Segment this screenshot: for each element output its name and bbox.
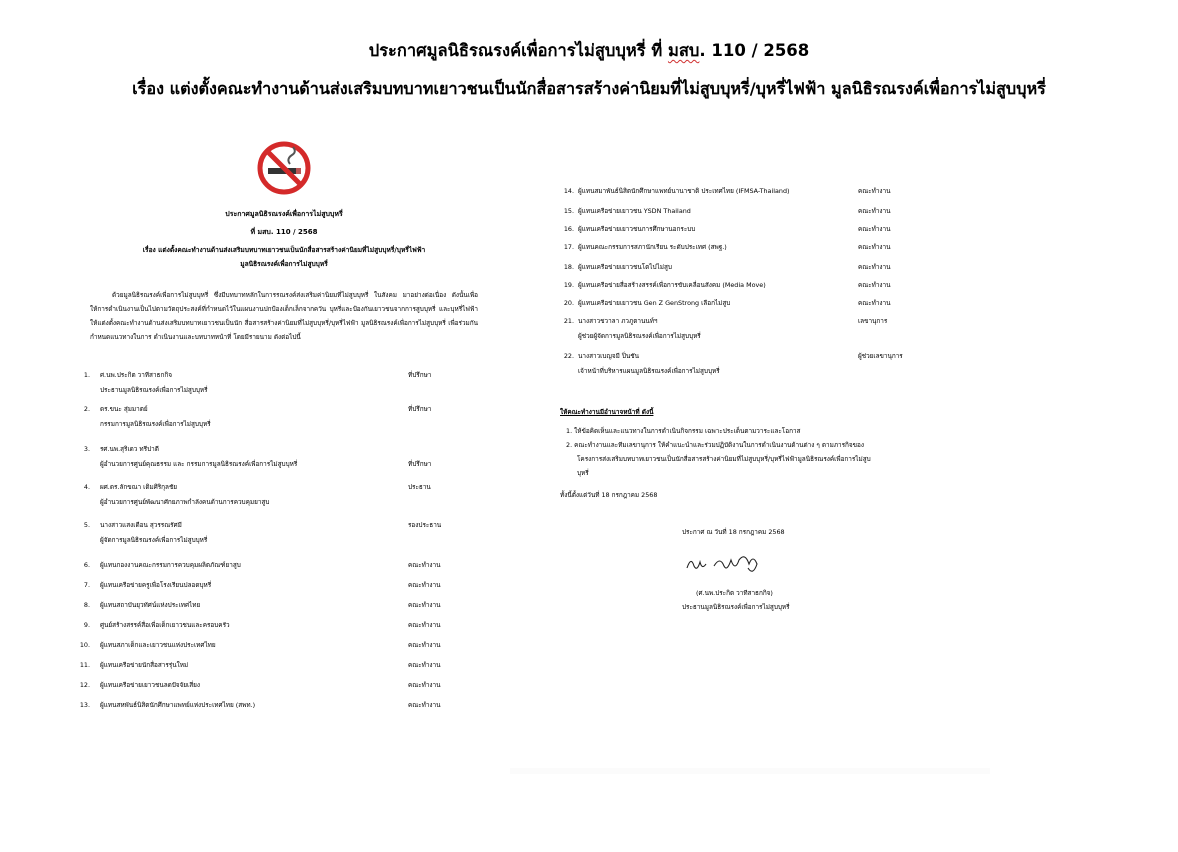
member-name: ผู้แทนสถาบันยุวทัศน์แห่งประเทศไทย — [100, 601, 201, 609]
member-name: ผู้แทนเครือข่ายสื่อสร้างสรรค์เพื่อการขับเคลื่อนสังคม (Media Move) — [578, 281, 766, 289]
doc-number: ที่ มสบ. 110 / 2568 — [250, 228, 318, 236]
doc-title: ประกาศมูลนิธิรณรงค์เพื่อการไม่สูบบุหรี่ — [225, 210, 343, 218]
member-number: 2. — [83, 405, 90, 413]
member-role: คณะทำงาน — [858, 225, 891, 233]
member-role: คณะทำงาน — [858, 281, 891, 289]
doc-paragraph: ด้วยมูลนิธิรณรงค์เพื่อการไม่สูบบุหรี่ ซึ่งมีบทบาทหลักในการรณรงค์ส่งเสริมค่านิยมที่ไม่สูบบุหรี่ ในสังคม มาอย่างต่อเนื่อง ดังนั้นเพื่อให้การดำเนินงานเป็นไปตามวัตถุประสงค์ที่กำหนดไว้ในแผนงานปกป้องเด็กเล็กจากควัน บุหรี่และป้องกันเยาวชนจากการสูบบุหรี่ และบุหรี่ไฟฟ้า ให้แต่งตั้งคณะทำงานด้านส่งเสริมบทบาทเยาวชนเป็นนัก สื่อสารสร้างค่านิยมที่ไม่สูบบุหรี่/บุหรี่ไฟฟ้า มูลนิธิรณรงค์เพื่อการไม่สูบบุหรี่ เพื่อร่วมกันกำหนดแนวทางในการ ดำเนินงานและบทบาทหน้าที่ โดยมีรายนาม ดังต่อไปนี้ — [90, 291, 478, 341]
duty-1: 1. ให้ข้อคิดเห็นและแนวทางในการดำเนินกิจกรรม เฉพาะประเด็นตามวาระและโอกาส — [566, 427, 801, 435]
signer-title: ประธานมูลนิธิรณรงค์เพื่อการไม่สูบบุหรี่ — [682, 603, 790, 611]
member-number: 17. — [563, 243, 574, 251]
member-number: 20. — [563, 299, 574, 307]
member-number: 21. — [563, 317, 574, 325]
member-name: รศ.นพ.สุริเดว ทรีปาตี — [100, 445, 159, 453]
member-role: คณะทำงาน — [858, 187, 891, 195]
member-name: ผู้แทนเครือข่ายนักสื่อสารรุ่นใหม่ — [100, 661, 189, 669]
announcement-subject: เรื่อง แต่งตั้งคณะทำงานด้านส่งเสริมบทบาทเยาวชนเป็นนักสื่อสารสร้างค่านิยมที่ไม่สูบบุหรี่/บุหรี่ไฟฟ้า มูลนิธิรณรงค์เพื่อการไม่สูบบุหรี่ — [132, 79, 1046, 98]
spellcheck-underlined-word: มสบ — [667, 41, 700, 60]
member-role: คณะทำงาน — [858, 243, 891, 251]
member-role: คณะทำงาน — [408, 681, 441, 689]
announcement-title: ประกาศมูลนิธิรณรงค์เพื่อการไม่สูบบุหรี่ ที่ มสบ. 110 / 2568 — [368, 41, 810, 60]
doc-subject-2: มูลนิธิรณรงค์เพื่อการไม่สูบบุหรี่ — [240, 260, 328, 268]
member-number: 1. — [83, 371, 90, 379]
member-name: ดร.ขนะ สุ่มมาตย์ — [100, 405, 148, 413]
member-role: คณะทำงาน — [408, 621, 441, 629]
member-name: ผู้แทนเครือข่ายเยาวชนการศึกษานอกระบบ — [578, 225, 696, 233]
member-name: ผู้แทนเครือข่ายเยาวชน YSDN Thailand — [578, 207, 691, 215]
member-name: ผู้แทนเครือข่ายเยาวชน Gen Z GenStrong เลือกไม่สูบ — [578, 299, 731, 307]
member-role: ที่ปรึกษา — [408, 371, 432, 379]
member-name: ผู้แทนสมาพันธ์นิสิตนักศึกษาแพทย์นานาชาติ ประเทศไทย (IFMSA-Thailand) — [578, 187, 790, 195]
member-number: 7. — [83, 581, 90, 589]
member-role: คณะทำงาน — [408, 641, 441, 649]
member-role: คณะทำงาน — [408, 561, 441, 569]
member-role: ผู้ช่วยเลขานุการ — [858, 352, 903, 360]
member-role: คณะทำงาน — [408, 581, 441, 589]
member-role: คณะทำงาน — [408, 661, 441, 669]
member-name: ผศ.ดร.ลักขณา เติมศิริกุลชัย — [100, 483, 178, 491]
member-number: 22. — [563, 352, 574, 360]
member-affiliation: กรรมการมูลนิธิรณรงค์เพื่อการไม่สูบบุหรี่ — [100, 420, 211, 428]
member-number: 14. — [563, 187, 574, 195]
member-name: นางสาวเบญจมี ปิ่นชัน — [578, 352, 639, 360]
document-image — [70, 128, 970, 728]
member-number: 16. — [563, 225, 574, 233]
member-number: 10. — [79, 641, 90, 649]
member-number: 19. — [563, 281, 574, 289]
member-role: ที่ปรึกษา — [408, 460, 432, 468]
member-name: นางสาวแสงเดือน สุวรรณรัศมี — [100, 521, 182, 529]
member-number: 18. — [563, 263, 574, 271]
member-number: 12. — [79, 681, 90, 689]
member-number: 3. — [83, 445, 90, 453]
member-role: คณะทำงาน — [858, 299, 891, 307]
duty-2a: 2. คณะทำงานและทีมเลขานุการ ให้คำแนะนำและร่วมปฏิบัติงานในการดำเนินงานด้านต่าง ๆ ตามภารกิจของ — [566, 441, 864, 449]
member-name: ผู้แทนกองงานคณะกรรมการควบคุมผลิตภัณฑ์ยาสูบ — [100, 561, 241, 569]
doc-subject-1: เรื่อง แต่งตั้งคณะทำงานด้านส่งเสริมบทบาทเยาวชนเป็นนักสื่อสารสร้างค่านิยมที่ไม่สูบบุหรี่/บุหรี่ไฟฟ้า — [142, 246, 426, 254]
duty-2b: โครงการส่งเสริมบทบาทเยาวชนเป็นนักสื่อสารสร้างค่านิยมที่ไม่สูบบุหรี่/บุหรี่ไฟฟ้ามูลนิธิรณรงค์เพื่อการไม่สูบ — [577, 455, 871, 463]
member-role: คณะทำงาน — [858, 263, 891, 271]
member-role: คณะทำงาน — [408, 601, 441, 609]
member-number: 9. — [83, 621, 90, 629]
announced-date: ประกาศ ณ วันที่ 18 กรกฎาคม 2568 — [682, 528, 785, 536]
member-affiliation: ผู้จัดการมูลนิธิรณรงค์เพื่อการไม่สูบบุหรี่ — [100, 536, 208, 544]
member-affiliation: ผู้ช่วยผู้จัดการมูลนิธิรณรงค์เพื่อการไม่สูบบุหรี่ — [578, 332, 701, 340]
member-role: รองประธาน — [408, 521, 442, 529]
member-name: ผู้แทนสภาเด็กและเยาวชนแห่งประเทศไทย — [100, 641, 216, 649]
member-affiliation: ผู้อำนวยการศูนย์พัฒนาศักยภาพกำลังคนด้านการควบคุมยาสูบ — [100, 498, 270, 506]
member-number: 13. — [79, 701, 90, 709]
member-affiliation: ประธานมูลนิธิรณรงค์เพื่อการไม่สูบบุหรี่ — [100, 386, 208, 394]
member-name: ผู้แทนคณะกรรมการสภานักเรียน ระดับประเทศ (สพฐ.) — [578, 243, 727, 251]
member-role: ประธาน — [408, 483, 431, 491]
member-name: ผู้แทนสหพันธ์นิสิตนักศึกษาแพทย์แห่งประเทศไทย (สพท.) — [100, 701, 256, 709]
signer-name: (ศ.นพ.ประกิต วาทีสาธกกิจ) — [696, 589, 773, 597]
member-name: ศ.นพ.ประกิต วาทีสาธกกิจ — [100, 371, 172, 379]
member-name: ผู้แทนเครือข่ายครูเพื่อโรงเรียนปลอดบุหรี่ — [100, 581, 212, 589]
member-role: ที่ปรึกษา — [408, 405, 432, 413]
member-number: 5. — [83, 521, 90, 529]
page-shadow — [510, 768, 990, 774]
member-number: 4. — [83, 483, 90, 491]
member-role: เลขานุการ — [858, 317, 888, 325]
duties-heading: ให้คณะทำงานมีอำนาจหน้าที่ ดังนี้ — [560, 408, 654, 416]
member-number: 11. — [79, 661, 90, 669]
effective-date: ทั้งนี้ตั้งแต่วันที่ 18 กรกฎาคม 2568 — [560, 491, 658, 499]
duty-2c: บุหรี่ — [577, 469, 589, 477]
member-name: ศูนย์สร้างสรรค์สื่อเพื่อเด็กเยาวชนและครอบครัว — [100, 621, 230, 629]
member-role: คณะทำงาน — [858, 207, 891, 215]
member-number: 15. — [563, 207, 574, 215]
member-affiliation: เจ้าหน้าที่บริหารแผนมูลนิธิรณรงค์เพื่อการไม่สูบบุหรี่ — [578, 367, 720, 375]
member-name: นางสาวชวาลา ภวภูตานนท์ฯ — [578, 317, 658, 325]
no-smoking-icon — [256, 140, 312, 196]
member-role: คณะทำงาน — [408, 701, 441, 709]
member-name: ผู้แทนเครือข่ายเยาวชนลดปัจจัยเสี่ยง — [100, 681, 200, 689]
member-number: 8. — [83, 601, 90, 609]
signature-image — [682, 548, 792, 578]
member-affiliation: ผู้อำนวยการศูนย์คุณธรรม และ กรรมการมูลนิธิรณรงค์เพื่อการไม่สูบบุหรี่ — [100, 460, 298, 468]
member-name: ผู้แทนเครือข่ายเยาวชนโตไปไม่สูบ — [578, 263, 672, 271]
member-number: 6. — [83, 561, 90, 569]
